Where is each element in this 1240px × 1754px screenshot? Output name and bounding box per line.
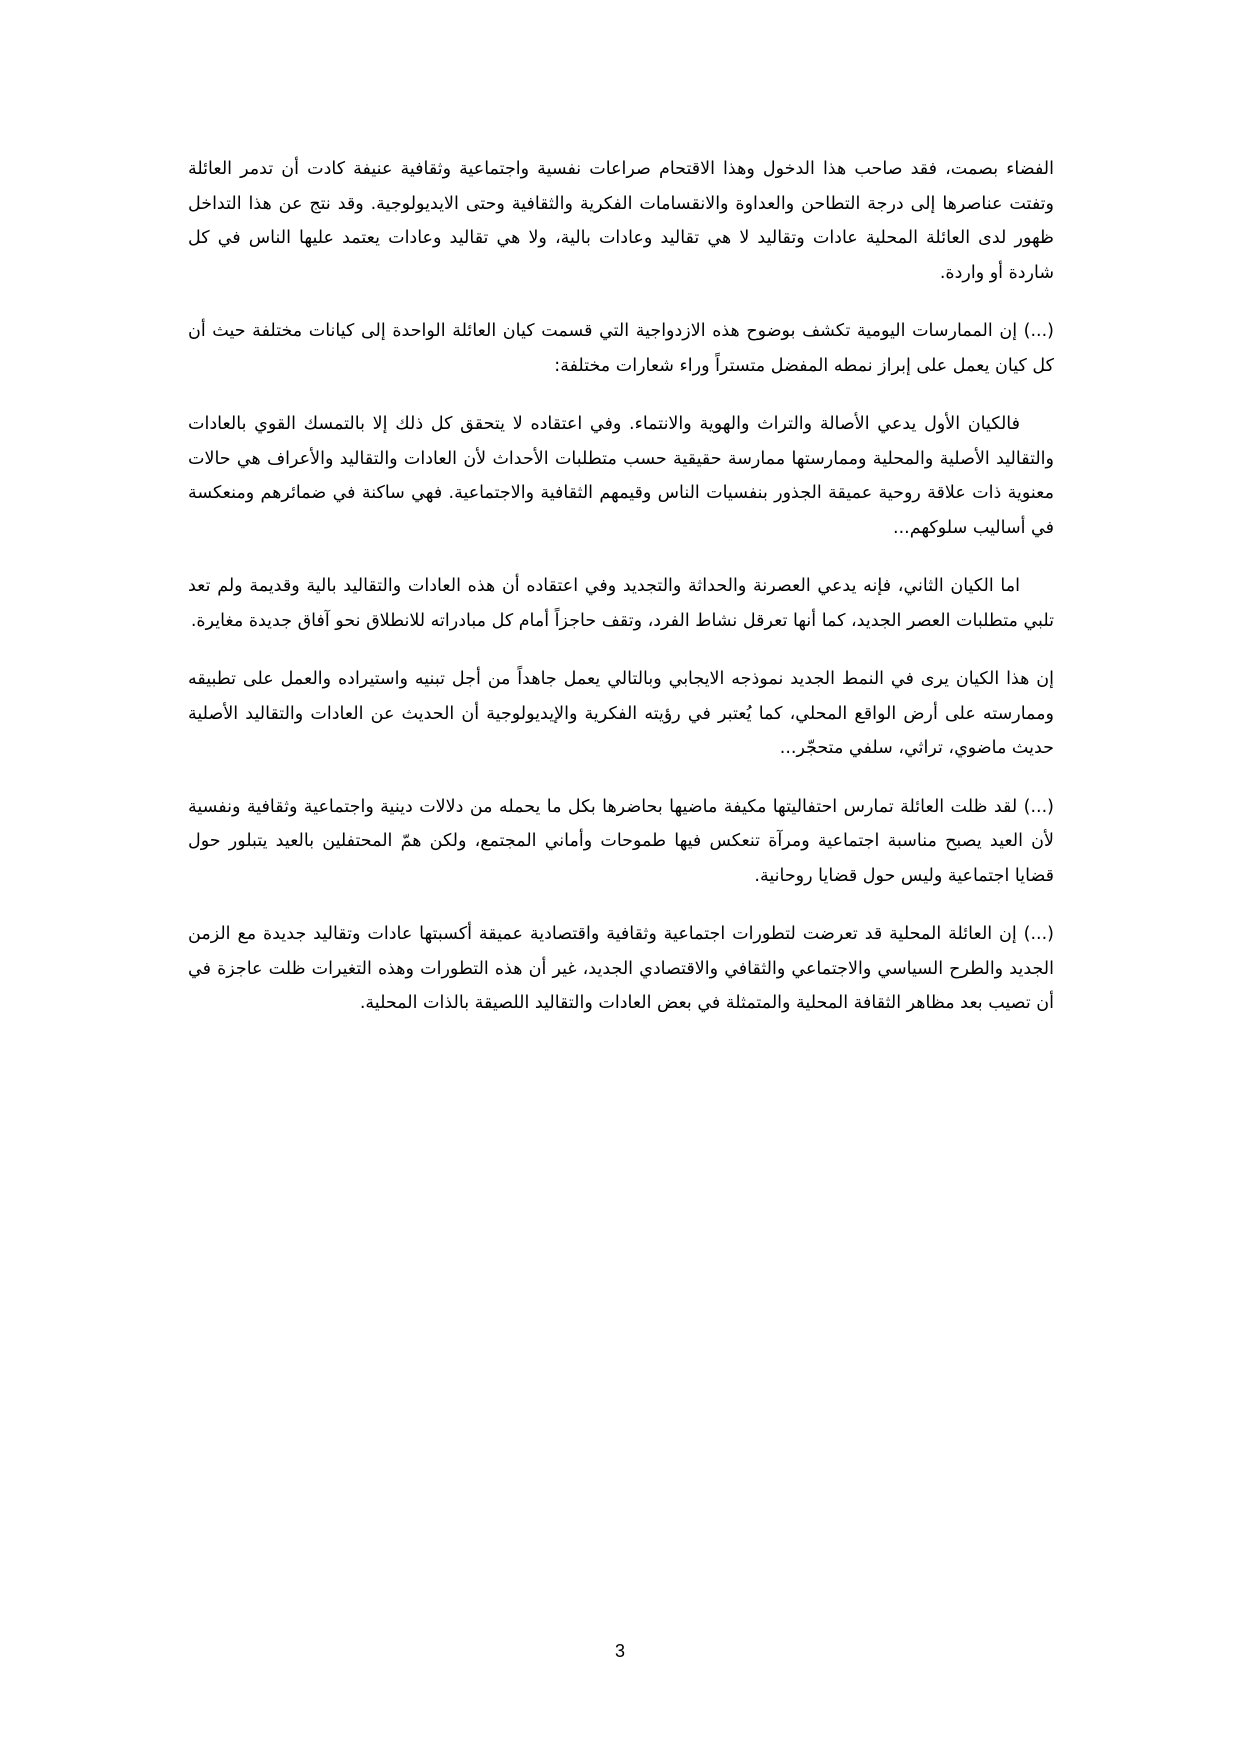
document-body	[188, 152, 1054, 1045]
paragraph-1: الفضاء بصمت، فقد صاحب هذا الدخول وهذا الاقتحام صراعات نفسية واجتماعية وثقافية عنيفة كادت أن تدمر العائلة وتفتت عناصرها إلى درجة التطاحن والعداوة والانقسامات الفكرية والثقافية وحتى الايديولوجية. وقد نتج عن هذا التداخل ظهور لدى العائلة المحلية عادات وتقاليد لا هي تقاليد وعادات بالية، ولا هي تقاليد وعادات يعتمد عليها الناس في كل شاردة أو واردة.	[188, 159, 1054, 283]
paragraph-7: (...) إن العائلة المحلية قد تعرضت لتطورات اجتماعية وثقافية واقتصادية عميقة أكسبتها عادات وتقاليد جديدة مع الزمن الجديد والطرح السياسي والاجتماعي والثقافي والاقتصادي الجديد، غير أن هذه التطورات وهذه التغيرات ظلت عاجزة في أن تصيب بعد مظاهر الثقافة المحلية والمتمثلة في بعض العادات والتقاليد اللصيقة بالذات المحلية.	[188, 924, 1054, 1013]
paragraph-4: اما الكيان الثاني، فإنه يدعي العصرنة والحداثة والتجديد وفي اعتقاده أن هذه العادات والتقاليد بالية وقديمة ولم تعد تلبي متطلبات العصر الجديد، كما أنها تعرقل نشاط الفرد، وتقف حاجزاً أمام كل مبادراته للانطلاق نحو آفاق جديدة مغايرة.	[188, 576, 1054, 631]
paragraph-6: (...) لقد ظلت العائلة تمارس احتفاليتها مكيفة ماضيها بحاضرها بكل ما يحمله من دلالات دينية واجتماعية وثقافية ونفسية لأن العيد يصبح مناسبة اجتماعية ومرآة تنعكس فيها طموحات وأماني المجتمع، ولكن همّ المحتفلين بالعيد يتبلور حول قضايا اجتماعية وليس حول قضايا روحانية.	[188, 796, 1054, 886]
paragraph-5: إن هذا الكيان يرى في النمط الجديد نموذجه الايجابي وبالتالي يعمل جاهداً من أجل تبنيه واستيراده والعمل على تطبيقه وممارسته على أرض الواقع المحلي، كما يُعتبر في رؤيته الفكرية والإيديولوجية أن الحديث عن العادات والتقاليد الأصلية حديث ماضوي، تراثي، سلفي متحجّر...	[188, 669, 1054, 758]
paragraph-2: (...) إن الممارسات اليومية تكشف بوضوح هذه الازدواجية التي قسمت كيان العائلة الواحدة إلى كيانات مختلفة حيث أن كل كيان يعمل على إبراز نمطه المفضل متستراً وراء شعارات مختلفة:	[188, 321, 1054, 376]
paragraph-3: فالكيان الأول يدعي الأصالة والتراث والهوية والانتماء. وفي اعتقاده لا يتحقق كل ذلك إلا بالتمسك القوي بالعادات والتقاليد الأصلية والمحلية وممارستها ممارسة حقيقية حسب متطلبات الأحداث لأن العادات والتقاليد والأعراف هي حالات معنوية ذات علاقة روحية عميقة الجذور بنفسيات الناس وقيمهم الثقافية والاجتماعية. فهي ساكنة في ضمائرهم ومنعكسة في أساليب سلوكهم...	[188, 414, 1054, 538]
page-number: 3	[614, 1641, 625, 1661]
